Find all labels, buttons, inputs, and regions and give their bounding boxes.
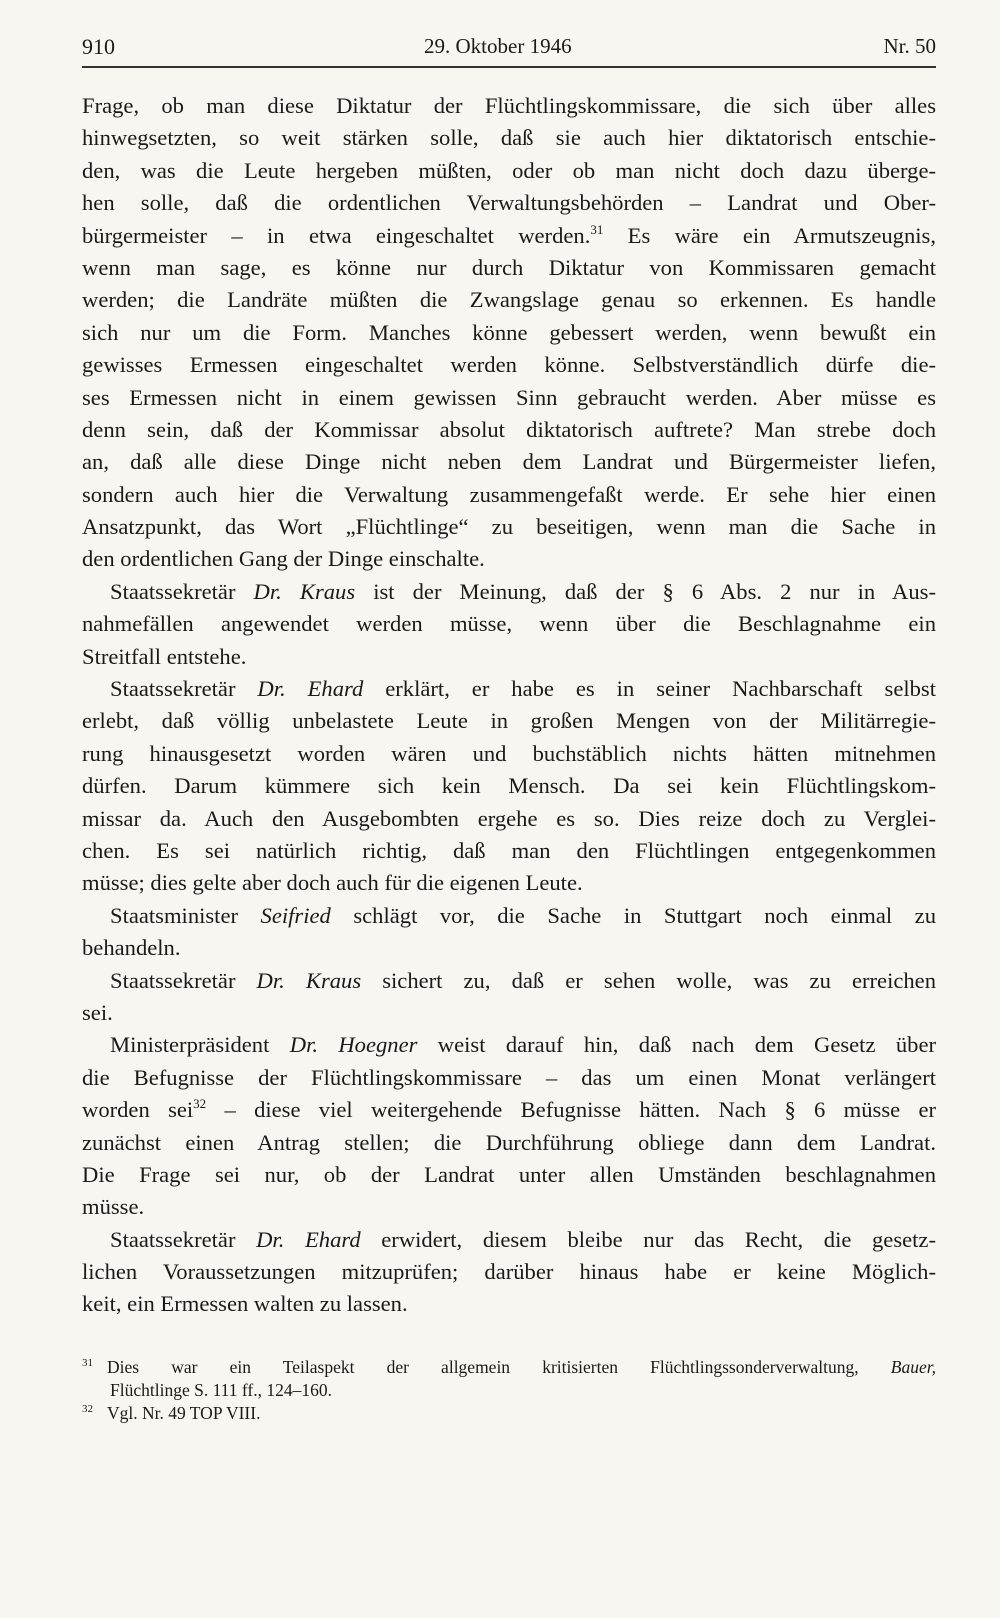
text-line: sondern auch hier die Verwaltung zusammengefaßt werde. Er sehe hier einen xyxy=(82,481,936,507)
text-line: Die Frage sei nur, ob der Landrat unter allen Umständen beschlagnahmen xyxy=(82,1161,936,1187)
text-line: an, daß alle diese Dinge nicht neben dem Landrat und Bürgermeister liefen, xyxy=(82,449,936,475)
text-line: chen. Es sei natürlich richtig, daß man den Flüchtlingen entgegenkommen xyxy=(82,837,936,863)
text-segment: bürgermeister – in etwa eingeschaltet werden. xyxy=(82,222,591,248)
text-line: Frage, ob man diese Diktatur der Flüchtlingskommissare, die sich über alles xyxy=(82,93,936,118)
text-line xyxy=(82,220,936,252)
text-segment: schlägt vor, die Sache in Stuttgart noch einmal zu xyxy=(330,902,936,928)
header-issue-number: Nr. 50 xyxy=(883,34,936,58)
footnote-ref-31[interactable]: 31 xyxy=(590,221,604,237)
text-segment: Staatssekretär xyxy=(110,676,258,702)
text-line: nahmefällen angewendet werden müsse, wenn über die Beschlagnahme ein xyxy=(82,611,936,637)
speaker-name: Dr. Ehard xyxy=(257,676,364,702)
footnote-author: Bauer, xyxy=(890,1357,936,1377)
body-text xyxy=(82,90,936,1321)
speaker-name: Dr. Kraus xyxy=(256,967,362,993)
footnote-text: Vgl. Nr. 49 TOP VIII. xyxy=(107,1403,261,1423)
text-line: die Befugnisse der Flüchtlingskommissare – das um einen Monat verlängert xyxy=(82,1064,936,1090)
text-segment: Staatssekretär xyxy=(110,1226,257,1252)
footnote-ref-32[interactable]: 32 xyxy=(193,1096,207,1112)
text-segment: Staatsminister xyxy=(110,902,261,928)
text-line: Streitfall entstehe. xyxy=(82,643,247,669)
text-segment: Staatssekretär xyxy=(110,967,257,993)
page-header xyxy=(82,30,936,64)
text-segment: Staatssekretär xyxy=(110,578,254,604)
text-line: behandeln. xyxy=(82,935,181,961)
text-line: missar da. Auch den Ausgebombten ergehe es so. Dies reize doch zu Verglei- xyxy=(82,805,936,831)
text-line: den ordentlichen Gang der Dinge einschalte. xyxy=(82,546,485,572)
page-number: 910 xyxy=(82,34,115,59)
text-line xyxy=(82,1094,936,1126)
footnote-text: Dies war ein Teilaspekt der allgemein kritisierten Flüchtlingssonderverwaltung, xyxy=(107,1357,891,1377)
text-line: ses Ermessen nicht in einem gewissen Sinn gebraucht werden. Aber müsse es xyxy=(82,384,936,410)
text-line xyxy=(82,673,936,705)
text-line: denn sein, daß der Kommissar absolut diktatorisch auftrete? Man strebe doch xyxy=(82,416,936,442)
text-line: wenn man sage, es könne nur durch Diktatur von Kommissaren gemacht xyxy=(82,254,936,280)
text-segment: worden sei xyxy=(82,1097,194,1123)
text-segment: Ministerpräsident xyxy=(110,1032,290,1058)
text-line: den, was die Leute hergeben müßten, oder ob man nicht doch dazu überge- xyxy=(82,157,936,183)
footnote-31 xyxy=(82,1356,936,1379)
text-segment: sichert zu, daß er sehen wolle, was zu erreichen xyxy=(361,967,936,993)
text-line xyxy=(82,1029,936,1061)
text-line: gewisses Ermessen eingeschaltet werden könne. Selbstverständlich dürfe die- xyxy=(82,352,936,378)
header-rule xyxy=(82,66,936,68)
text-line: hinwegsetzten, so weit stärken solle, daß sie auch hier diktatorisch entschie- xyxy=(82,125,936,151)
text-segment: ist der Meinung, daß der § 6 Abs. 2 nur in Aus- xyxy=(355,578,936,604)
text-line: erlebt, daß völlig unbelastete Leute in großen Mengen von der Militärregie- xyxy=(82,708,936,734)
text-line xyxy=(82,965,936,997)
text-line: lichen Voraussetzungen mitzuprüfen; darüber hinaus habe er keine Möglich- xyxy=(82,1259,936,1285)
text-line: werden; die Landräte müßten die Zwangslage genau so erkennen. Es handle xyxy=(82,287,936,313)
footnotes xyxy=(82,1356,936,1425)
footnote-32 xyxy=(82,1402,936,1425)
text-segment: Es wäre ein Armutszeugnis, xyxy=(603,222,936,248)
footnote-number: 31 xyxy=(82,1357,93,1369)
footnote-number: 32 xyxy=(82,1403,93,1415)
speaker-name: Dr. Hoegner xyxy=(289,1032,418,1058)
text-line: rung hinausgesetzt worden wären und buchstäblich nichts hätten mitnehmen xyxy=(82,740,936,766)
text-line: Ansatzpunkt, das Wort „Flüchtlinge“ zu beseitigen, wenn man die Sache in xyxy=(82,514,936,540)
footnote-31-continuation: Flüchtlinge S. 111 ff., 124–160. xyxy=(110,1380,332,1400)
text-line: keit, ein Ermessen walten zu lassen. xyxy=(82,1291,408,1317)
text-line: zunächst einen Antrag stellen; die Durchführung obliege dann dem Landrat. xyxy=(82,1129,936,1155)
header-date: 29. Oktober 1946 xyxy=(424,34,572,58)
text-line xyxy=(82,900,936,932)
text-segment: erwidert, diesem bleibe nur das Recht, die gesetz- xyxy=(360,1226,936,1252)
text-segment: erklärt, er habe es in seiner Nachbarschaft selbst xyxy=(363,676,936,702)
text-line: müsse. xyxy=(82,1194,145,1220)
speaker-name: Dr. Ehard xyxy=(256,1226,361,1252)
text-line: sei. xyxy=(82,999,113,1025)
speaker-name: Seifried xyxy=(260,902,331,928)
speaker-name: Dr. Kraus xyxy=(253,578,356,604)
text-line: müsse; dies gelte aber doch auch für die eigenen Leute. xyxy=(82,870,583,896)
text-line: sich nur um die Form. Manches könne gebessert werden, wenn bewußt ein xyxy=(82,319,936,345)
text-line xyxy=(82,1224,936,1256)
text-line xyxy=(82,576,936,608)
text-segment: weist darauf hin, daß nach dem Gesetz über xyxy=(417,1032,936,1058)
text-segment: – diese viel weitergehende Befugnisse hätten. Nach § 6 müsse er xyxy=(206,1097,936,1123)
text-line: hen solle, daß die ordentlichen Verwaltungsbehörden – Landrat und Ober- xyxy=(82,190,936,216)
text-line: dürfen. Darum kümmere sich kein Mensch. Da sei kein Flüchtlingskom- xyxy=(82,773,936,799)
